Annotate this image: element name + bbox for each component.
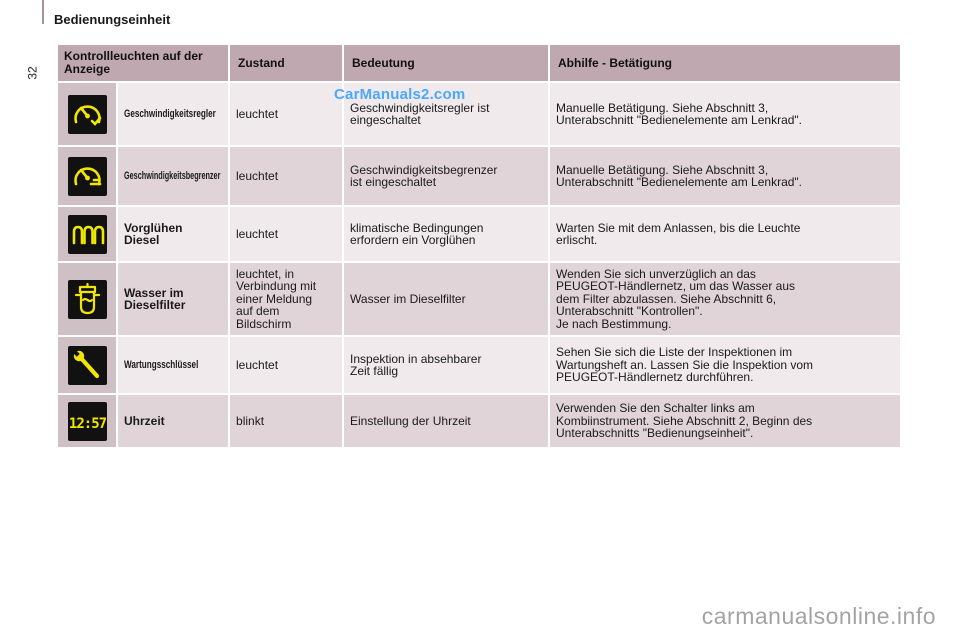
side-rule: [42, 0, 44, 24]
speed-limiter-icon: [68, 157, 107, 196]
watermark-carmanualsonline: carmanualsonline.info: [701, 603, 936, 629]
table-row: [58, 263, 900, 335]
meaning-cell: Geschwindigkeitsbegrenzer ist eingeschaltet: [344, 147, 548, 205]
meaning-cell: Inspektion in absehbarer Zeit fällig: [344, 337, 548, 393]
indicator-name: Geschwindigkeitsregler: [118, 83, 228, 145]
meaning-cell: Wasser im Dieselfilter: [344, 263, 548, 335]
indicator-name: Wartungsschlüssel: [118, 337, 228, 393]
action-cell: Manuelle Betätigung. Siehe Abschnitt 3, Unterabschnitt "Bedienelemente am Lenkrad".: [550, 147, 900, 205]
icon-cell: [58, 395, 116, 447]
water-in-diesel-filter-icon: [68, 280, 107, 319]
service-wrench-icon: [68, 346, 107, 385]
meaning-cell: Geschwindigkeitsregler ist eingeschaltet: [344, 83, 548, 145]
state-cell: leuchtet: [230, 207, 342, 261]
table-row: [58, 395, 900, 447]
state-cell: leuchtet: [230, 337, 342, 393]
indicator-name: Uhrzeit: [118, 395, 228, 447]
state-cell: leuchtet: [230, 147, 342, 205]
action-cell: Warten Sie mit dem Anlassen, bis die Leuchte erlischt.: [550, 207, 900, 261]
state-cell: leuchtet, in Verbindung mit einer Meldung auf dem Bildschirm: [230, 263, 342, 335]
speed-regulator-icon: [68, 95, 107, 134]
glow-plug-icon: [68, 215, 107, 254]
indicator-name: Wasser im Dieselfilter: [118, 263, 228, 335]
header-action: Abhilfe - Betätigung: [550, 45, 900, 81]
icon-cell: [58, 263, 116, 335]
icon-cell: [58, 83, 116, 145]
action-cell: Wenden Sie sich unverzüglich an das PEUGEOT-Händlernetz, um das Wasser aus dem Filter abzulassen. Siehe Abschnitt 6, Unterabschnitt "Kontrollen". Je nach Bestimmung.: [550, 263, 900, 335]
page-number: 32: [25, 66, 40, 80]
action-cell: Verwenden Sie den Schalter links am Kombiinstrument. Siehe Abschnitt 2, Beginn des Unterabschnitts "Bedienungseinheit".: [550, 395, 900, 447]
header-indicator: Kontrollleuchten auf der Anzeige: [58, 45, 228, 81]
meaning-cell: klimatische Bedingungen erfordern ein Vorglühen: [344, 207, 548, 261]
meaning-cell: Einstellung der Uhrzeit: [344, 395, 548, 447]
icon-cell: [58, 337, 116, 393]
header-state: Zustand: [230, 45, 342, 81]
table-row: [58, 147, 900, 205]
svg-text:12:57: 12:57: [68, 415, 106, 432]
table-row: [58, 337, 900, 393]
state-cell: blinkt: [230, 395, 342, 447]
table-header-row: [58, 45, 900, 81]
action-cell: Manuelle Betätigung. Siehe Abschnitt 3, Unterabschnitt "Bedienelemente am Lenkrad".: [550, 83, 900, 145]
table-row: [58, 207, 900, 261]
indicator-name: Vorglühen Diesel: [118, 207, 228, 261]
state-cell: leuchtet: [230, 83, 342, 145]
warning-lights-table: [56, 43, 902, 449]
action-cell: Sehen Sie sich die Liste der Inspektionen im Wartungsheft an. Lassen Sie die Inspektion vom PEUGEOT-Händlernetz durchführen.: [550, 337, 900, 393]
icon-cell: [58, 207, 116, 261]
watermark-carmanuals2: CarManuals2.com: [334, 86, 466, 103]
icon-cell: [58, 147, 116, 205]
section-title: Bedienungseinheit: [54, 12, 171, 27]
header-meaning: Bedeutung: [344, 45, 548, 81]
table-row: [58, 83, 900, 145]
indicator-name: Geschwindigkeitsbegrenzer: [118, 147, 228, 205]
clock-display-icon: [68, 402, 107, 441]
